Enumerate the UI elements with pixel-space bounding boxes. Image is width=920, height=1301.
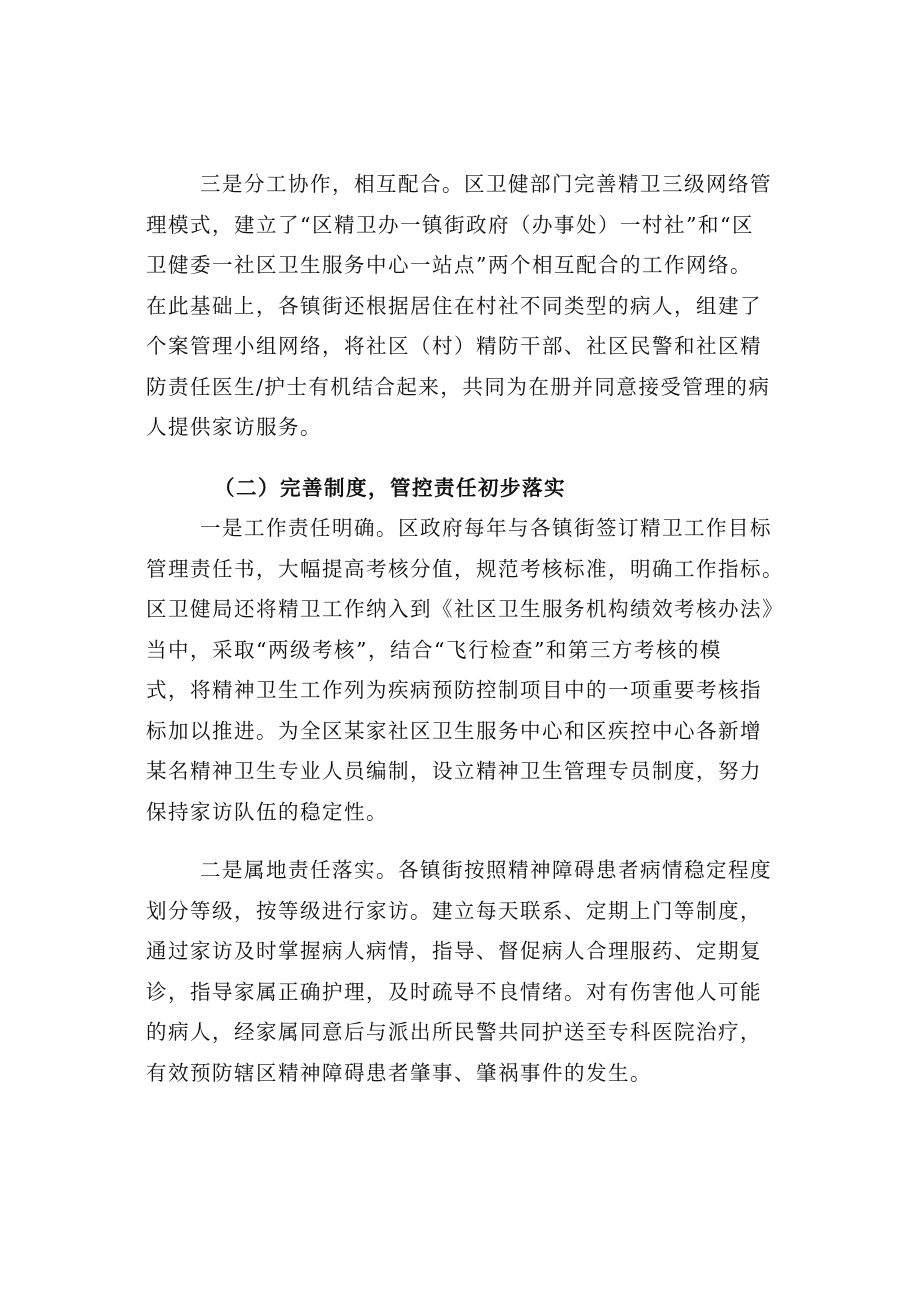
paragraph-line: 理模式，建立了“区精卫办一镇街政府（办事处）一村社”和“区 [146,212,754,237]
paragraph-line: 个案管理小组网络，将社区（村）精防干部、社区民警和社区精 [146,334,762,358]
paragraph-line: 的病人，经家属同意后与派出所民警共同护送至专科医院治疗， [146,1020,762,1044]
paragraph-line: 管理责任书，大幅提高考核分值，规范考核标准，明确工作指标。 [146,556,784,581]
paragraph-responsibility-clear [146,508,810,832]
paragraph-line: 在此基础上，各镇街还根据居住在村社不同类型的病人，组建了 [146,293,762,318]
paragraph-line: 三是分工协作，相互配合。区卫健部门完善精卫三级网络管 [200,172,772,196]
paragraph-line: 式，将精神卫生工作列为疾病预防控制项目中的一项重要考核指 [146,678,762,702]
paragraph-line: 一是工作责任明确。区政府每年与各镇街签订精卫工作目标 [200,516,772,540]
paragraph-line: 保持家访队伍的稳定性。 [146,799,388,824]
paragraph-line: 划分等级，按等级进行家访。建立每天联系、定期上门等制度， [146,898,762,923]
paragraph-line: 通过家访及时掌握病人病情，指导、督促病人合理服药、定期复 [146,939,762,963]
paragraph-line: 有效预防辖区精神障碍患者肇事、肇祸事件的发生。 [146,1060,652,1085]
paragraph-line: 诊，指导家属正确护理，及时疏导不良情绪。对有伤害他人可能 [146,979,762,1004]
paragraph-line: 区卫健局还将精卫工作纳入到《社区卫生服务机构绩效考核办法》 [146,597,784,621]
paragraph-line: 人提供家访服务。 [146,415,322,439]
paragraph-line: 卫健委一社区卫生服务中心一站点”两个相互配合的工作网络。 [146,253,752,277]
section-heading: （二）完善制度，管控责任初步落实 [214,476,566,500]
paragraph-line: 标加以推进。为全区某家社区卫生服务中心和区疾控中心各新增 [146,718,762,743]
paragraph-line: 某名精神卫生专业人员编制，设立精神卫生管理专员制度，努力 [146,759,762,783]
paragraph-line: 防责任医生/护士有机结合起来，共同为在册并同意接受管理的病 [146,374,771,399]
paragraph-line: 二是属地责任落实。各镇街按照精神障碍患者病情稳定程度 [200,858,772,882]
paragraph-division-of-labor [146,164,810,448]
paragraph-line: 当中，采取“两级考核”，结合“飞行检查”和第三方考核的模 [146,637,722,662]
paragraph-territorial-responsibility [146,850,810,1093]
